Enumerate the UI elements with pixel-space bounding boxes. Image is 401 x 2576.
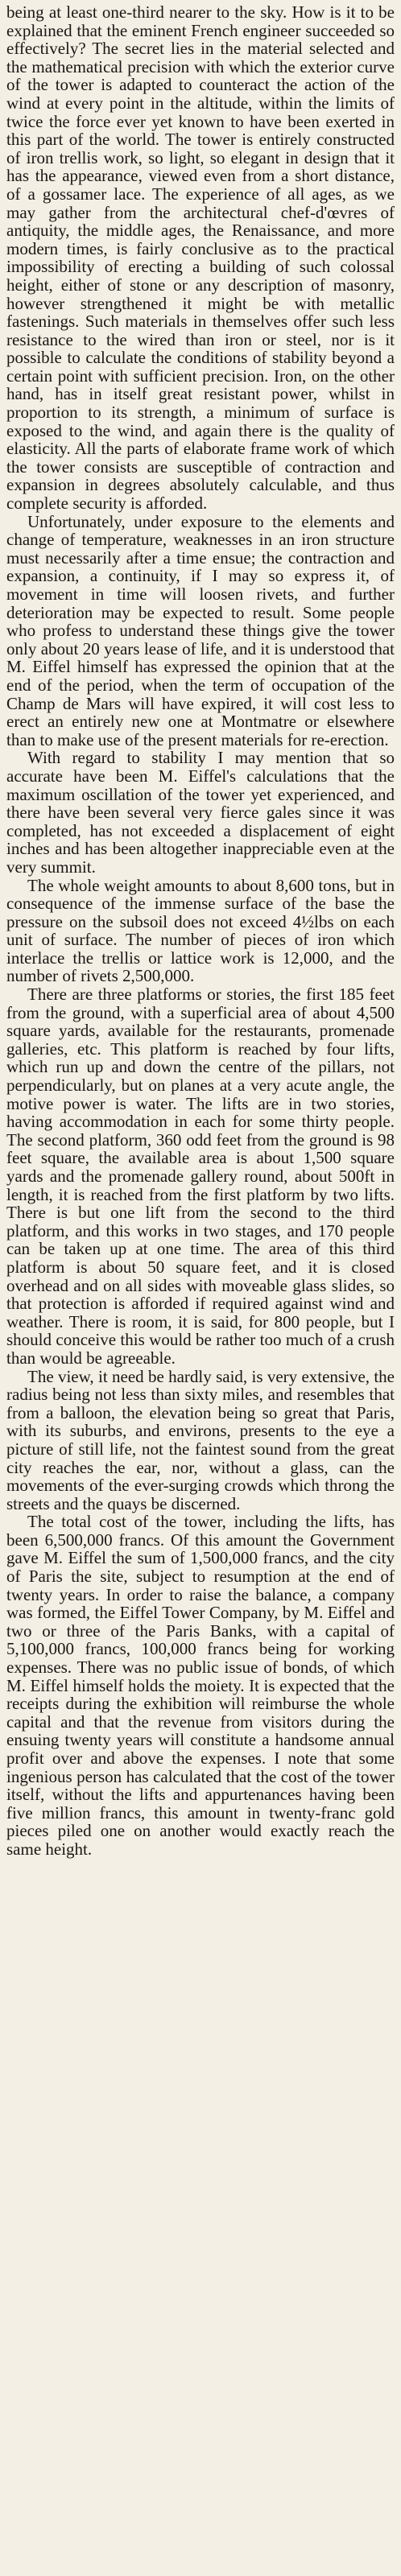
paragraph-6: The view, it need be hardly said, is very extensive, the radius being not less than sixty miles, and resembles that from a balloon, the elevation being so great that Paris, with its suburbs, and environs, presents to the eye a picture of still life, not the faintest sound from the great city reaches the ear, nor, without a glass, can the movements of the ever-surging crowds which throng the streets and the quays be discerned.	[6, 1366, 395, 1513]
paragraph-7: The total cost of the tower, including the lifts, has been 6,500,000 francs. Of this amount the Government gave M. Eiffel the sum of 1,500,000 francs, and the city of Paris the site, subject to resumption at the end of twenty years. In order to raise the balance, a company was formed, the Eiffel Tower Company, by M. Eiffel and two or three of the Paris Banks, with a capital of 5,100,000 francs, 100,000 francs being for working expenses. There was no public issue of bonds, of which M. Eiffel himself holds the moiety. It is expected that the receipts during the exhibition will reimburse the whole capital and that the revenue from visitors during the ensuing twenty years will constitute a handsome annual profit over and above the expenses. I note that some ingenious person has calculated that the cost of the tower itself, without the lifts and appurtenances having been five million francs, this amount in twenty-franc gold pieces piled one on another would exactly reach the same height.	[6, 1512, 395, 1859]
paragraph-2: Unfortunately, under exposure to the elements and change of temperature, weaknesses in an iron structure must necessarily after a time ensue; the contraction and expansion, a continuity, if I may so express it, of movement in time will loosen rivets, and further deterioration may be expected to result. Some people who profess to understand these things give the tower only about 20 years lease of life, and it is understood that M. Eiffel himself has expressed the opinion that at the end of the period, when the term of occupation of the Champ de Mars will have expired, it will cost less to erect an entirely new one at Montmatre or elsewhere than to make use of the present materials for re-erection.	[6, 511, 395, 749]
paragraph-1: being at least one-third nearer to the sky. How is it to be explained that the eminent French engineer succeeded so effectively? The secret lies in the material selected and the mathematical precision with which the exterior curve of the tower is adapted to counteract the action of the wind at every point in the altitude, within the limits of twice the force ever yet known to have been exerted in this part of the world. The tower is entirely constructed of iron trellis work, so light, so elegant in design that it has the appearance, viewed even from a short distance, of a gossamer lace. The experience of all ages, as we may gather from the architectural chef-d'œvres of antiquity, the middle ages, the Renaissance, and more modern times, is fairly conclusive as to the practical impossibility of erecting a building of such colossal height, either of stone or any description of masonry, however strengthened it might be with metallic fastenings. Such materials in themselves offer such less resistance to the wired than iron or steel, nor is it possible to calculate the conditions of stability beyond a certain point with sufficient precision. Iron, on the other hand, has in itself great resistant power, whilst in proportion to its strength, a minimum of surface is exposed to the wind, and again there is the quality of elasticity. All the parts of elaborate frame work of which the tower consists are susceptible of contraction and expansion in degrees absolutely calculable, and thus complete security is afforded.	[6, 2, 395, 514]
paragraph-5: There are three platforms or stories, the first 185 feet from the ground, with a superficial area of about 4,500 square yards, available for the restaurants, promenade galleries, etc. This platform is reached by four lifts, which run up and down the centre of the pillars, not perpendicularly, but on planes at a very acute angle, the motive power is water. The lifts are in two stories, having accommodation in each for some thirty people. The second platform, 360 odd feet from the ground is 98 feet square, the available area is about 1,500 square yards and the promenade gallery round, about 500ft in length, it is reached from the first platform by two lifts. There is but one lift from the second to the third platform, and this works in two stages, and 170 people can be taken up at one time. The area of this third platform is about 50 square feet, and it is closed overhead and on all sides with moveable glass slides, so that protection is afforded if required against wind and weather. There is room, it is said, for 800 people, but I should conceive this would be rather too much of a crush than would be agreeable.	[6, 985, 395, 1368]
paragraph-4: The whole weight amounts to about 8,600 tons, but in consequence of the immense surface of the base the pressure on the subsoil does not exceed 4½lbs on each unit of surface. The number of pieces of iron which interlace the trellis or lattice work is 12,000, and the number of rivets 2,500,000.	[6, 875, 395, 986]
paragraph-3: With regard to stability I may mention that so accurate have been M. Eiffel's calculations that the maximum oscillation of the tower yet experienced, and there have been several very fierce gales since it was completed, has not exceeded a displacement of eight inches and has been altogether inappreciable even at the very summit.	[6, 748, 395, 877]
